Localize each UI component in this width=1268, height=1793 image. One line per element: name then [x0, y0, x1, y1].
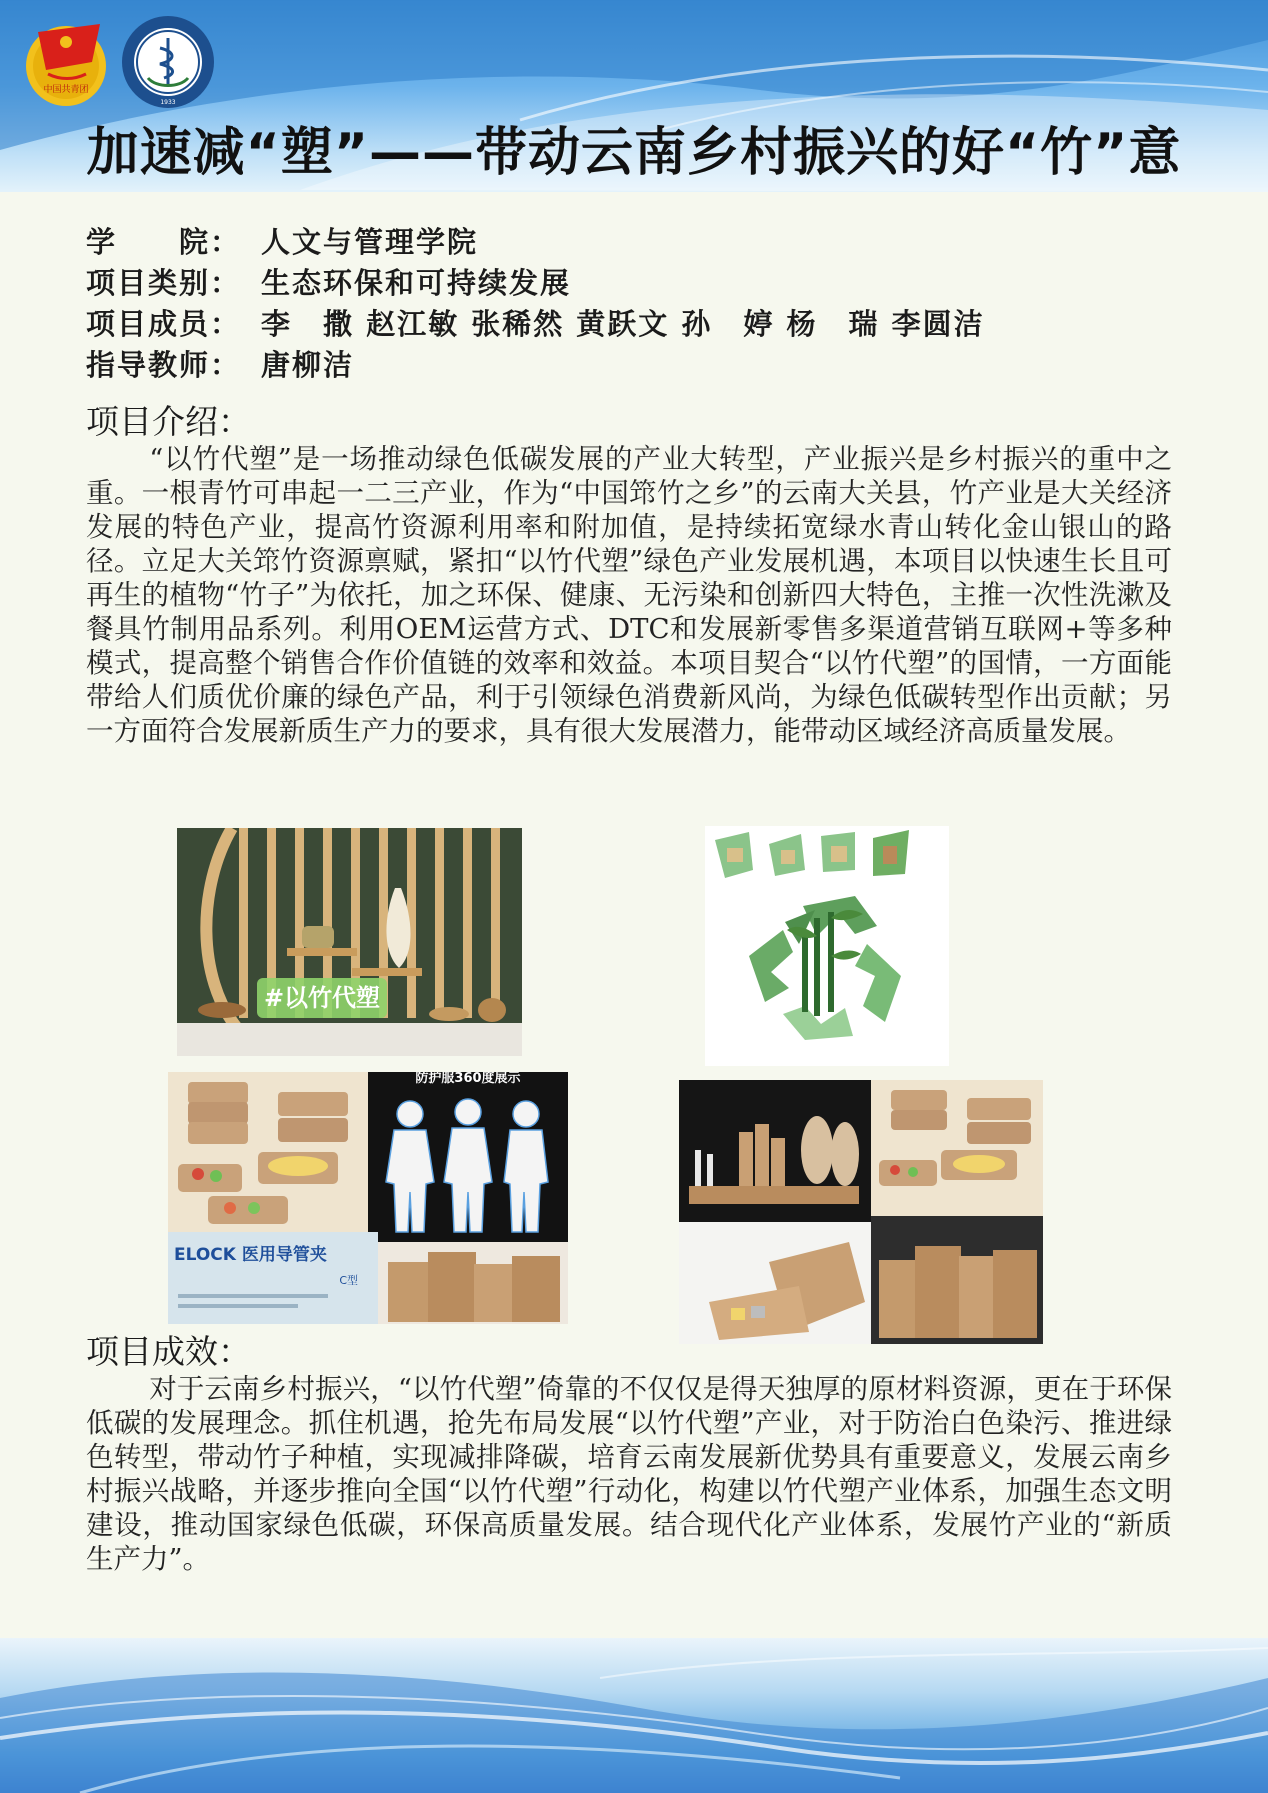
youth-league-emblem-icon [20, 14, 112, 110]
ppe-suit-photo [368, 1072, 568, 1242]
clip-type-text: C型 [339, 1274, 358, 1287]
university-emblem-icon [120, 14, 216, 110]
product-collage-left [168, 1072, 568, 1324]
bamboo-display-photo [177, 828, 522, 1056]
intro-paragraph: “以竹代塑”是一场推动绿色低碳发展的产业大转型，产业振兴是乡村振兴的重中之重。一根青竹可串起一二三产业，作为“中国筇竹之乡”的云南大关县，竹产业是大关经济发展的特色产业，提高竹资源利用率和附加值，是持续拓宽绿水青山转化金山银山的路径。立足大关筇竹资源禀赋，紧扣“以竹代塑”绿色产业发展机遇，本项目以快速生长且可再生的植物“竹子”为依托，加之环保、健康、无污染和创新四大特色，主推一次性洗漱及餐具竹制用品系列。利用OEM运营方式、DTC和发展新零售多渠道营销互联网+等多种模式，提高整个销售合作价值链的效率和效益。本项目契合“以竹代塑”的国情，一方面能带给人们质优价廉的绿色产品，利于引领绿色消费新风尚，为绿色低碳转型作出贡献；另一方面符合发展新质生产力的要求，具有很大发展潜力，能带动区域经济高质量发展。 [86, 443, 1172, 747]
info-row-category [86, 261, 985, 302]
svg-text:1933: 1933 [160, 99, 176, 106]
page-title: 加速减“塑”——带动云南乡村振兴的好“竹”意 [86, 123, 1182, 183]
info-row-members [86, 302, 985, 343]
display-sign-text: #以竹代塑 [263, 984, 381, 1012]
results-heading: 项目成效： [86, 1332, 251, 1371]
takeout-box-photo [679, 1222, 871, 1344]
info-label: 项目类别： [86, 266, 242, 300]
food-containers-photo [871, 1080, 1043, 1216]
paper-bag-photo [378, 1242, 568, 1324]
recycle-bamboo-illustration [705, 826, 949, 1066]
clip-label-text: ELOCK 医用导管夹 [174, 1245, 327, 1265]
results-paragraph: 对于云南乡村振兴，“以竹代塑”倚靠的不仅仅是得天独厚的原材料资源，更在于环保低碳的发展理念。抓住机遇，抢先布局发展“以竹代塑”产业，对于防治白色染污、推进绿色转型，带动竹子种植，实现减排降碳，培育云南发展新优势具有重要意义，发展云南乡村振兴战略，并逐步推向全国“以竹代塑”行动化，构建以竹代塑产业体系，加强生态文明建设，推动国家绿色低碳，环保高质量发展。结合现代化产业体系，发展竹产业的“新质生产力”。 [86, 1373, 1172, 1575]
bamboo-toiletries-photo [679, 1080, 871, 1222]
info-value: 人文与管理学院 [261, 225, 479, 259]
header-banner [0, 0, 1268, 192]
bento-box-photo [168, 1072, 368, 1232]
footer-wave-decoration [0, 1638, 1268, 1793]
intro-heading: 项目介绍： [86, 402, 251, 441]
youth-emblem-text: 中国共青团 [43, 85, 89, 95]
info-value: 唐柳洁 [261, 348, 355, 382]
catheter-clip-box-photo [168, 1232, 378, 1324]
kraft-bags-photo [871, 1216, 1043, 1344]
project-info [86, 220, 985, 384]
info-row-advisor [86, 343, 985, 384]
info-value: 生态环保和可持续发展 [261, 266, 572, 300]
info-label: 项目成员： [86, 307, 242, 341]
ppe-caption-text: 防护服360度展示 [415, 1072, 521, 1086]
product-collage-right [679, 1080, 1043, 1344]
footer-banner [0, 1638, 1268, 1793]
info-label: 学 院： [86, 225, 242, 259]
info-label: 指导教师： [86, 348, 242, 382]
info-value: 李 撒 赵江敏 张稀然 黄跃文 孙 婷 杨 瑞 李圆洁 [261, 307, 985, 341]
info-row-college [86, 220, 985, 261]
